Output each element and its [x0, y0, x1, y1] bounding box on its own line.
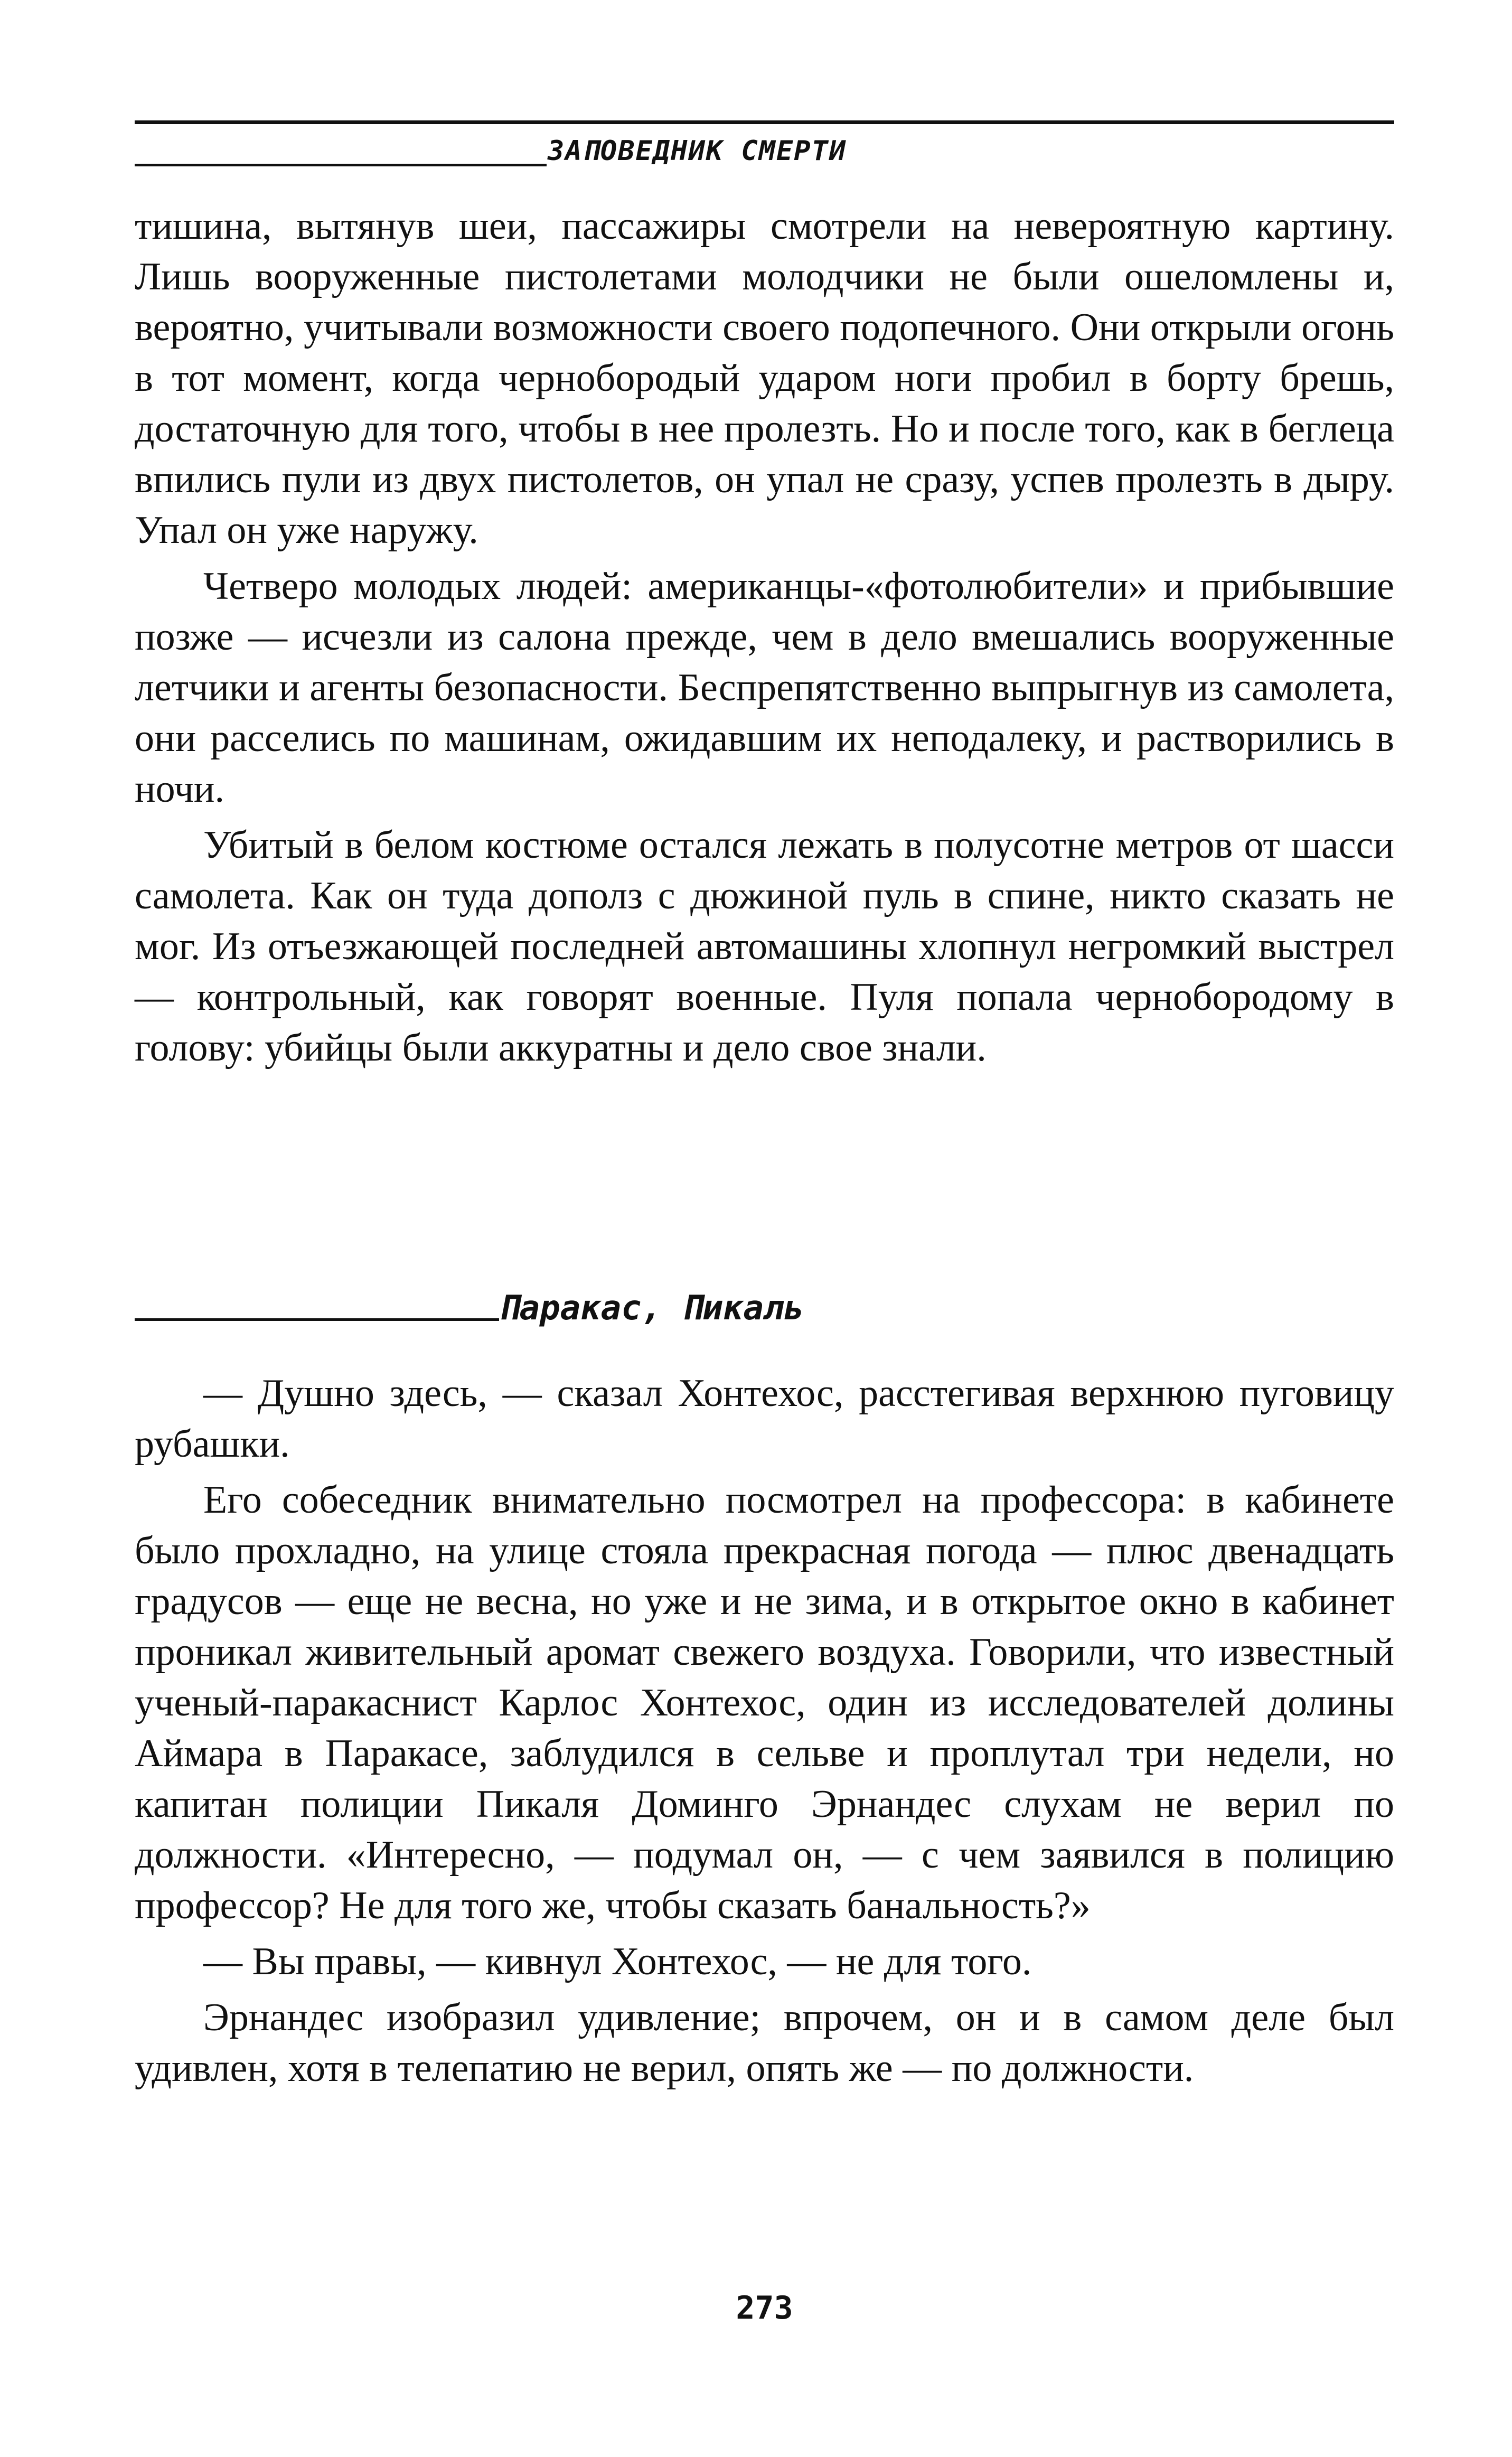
body-text-part-1 — [135, 201, 1394, 1073]
paragraph: Его собеседник внимательно посмотрел на профессора: в кабинете было прохладно, на улице стояла прекрасная погода — плюс двенадцать градусов — еще не весна, но уже и не зима, и в открытое окно в кабинет проникал живительный аромат свежего воздуха. Говорили, что известный ученый-паракаснист Карлос Хонтехос, один из исследователей долины Аймара в Паракасе, заблудился в сельве и проплутал три недели, но капитан полиции Пикаля Доминго Эрнандес слухам не верил по должности. «Интересно, — подумал он, — с чем заявился в полицию профессор? Не для того же, чтобы сказать банальность?» — [135, 1478, 1394, 1927]
running-head-top-rule — [135, 120, 1394, 124]
section-heading-title: Паракас, Пикаль — [499, 1289, 804, 1328]
section-heading-rule — [135, 1318, 499, 1321]
running-head — [135, 120, 1394, 184]
section-heading — [135, 1283, 1394, 1336]
paragraph: Эрнандес изобразил удивление; впрочем, он и в самом деле был удивлен, хотя в телепатию не верил, опять же — по должности. — [135, 1996, 1394, 2090]
book-page — [135, 0, 1394, 2457]
paragraph: тишина, вытянув шеи, пассажиры смотрели на невероятную картину. Лишь вооруженные пистолетами молодчики не были ошеломлены и, вероятно, учитывали возможности своего подопечного. Они открыли огонь в тот момент, когда чернобородый ударом ноги пробил в борту брешь, достаточную для того, чтобы в нее пролезть. Но и после того, как в беглеца впились пули из двух пистолетов, он упал не сразу, успев пролезть в дыру. Упал он уже наружу. — [135, 204, 1394, 552]
paragraph: — Душно здесь, — сказал Хонтехос, расстегивая верхнюю пуговицу рубашки. — [135, 1372, 1394, 1466]
paragraph: Убитый в белом костюме остался лежать в полусотне метров от шасси самолета. Как он туда дополз с дюжиной пуль в спине, никто сказать не мог. Из отъезжающей последней автомашины хлопнул негромкий выстрел — контрольный, как говорят военные. Пуля попала чернобородому в голову: убийцы были аккуратны и дело свое знали. — [135, 823, 1394, 1070]
page-number: 273 — [736, 2290, 793, 2327]
running-head-title: ЗАПОВЕДНИК СМЕРТИ — [548, 135, 847, 167]
paragraph: — Вы правы, — кивнул Хонтехос, — не для того. — [203, 1940, 1032, 1983]
paragraph: Четверо молодых людей: американцы-«фотолюбители» и прибывшие позже — исчезли из салона прежде, чем в дело вмешались вооруженные летчики и агенты безопасности. Беспрепятственно выпрыгнув из самолета, они расселись по машинам, ожидавшим их неподалеку, и растворились в ночи. — [135, 565, 1394, 811]
body-text-part-2 — [135, 1368, 1394, 2094]
running-head-rule — [135, 164, 547, 166]
